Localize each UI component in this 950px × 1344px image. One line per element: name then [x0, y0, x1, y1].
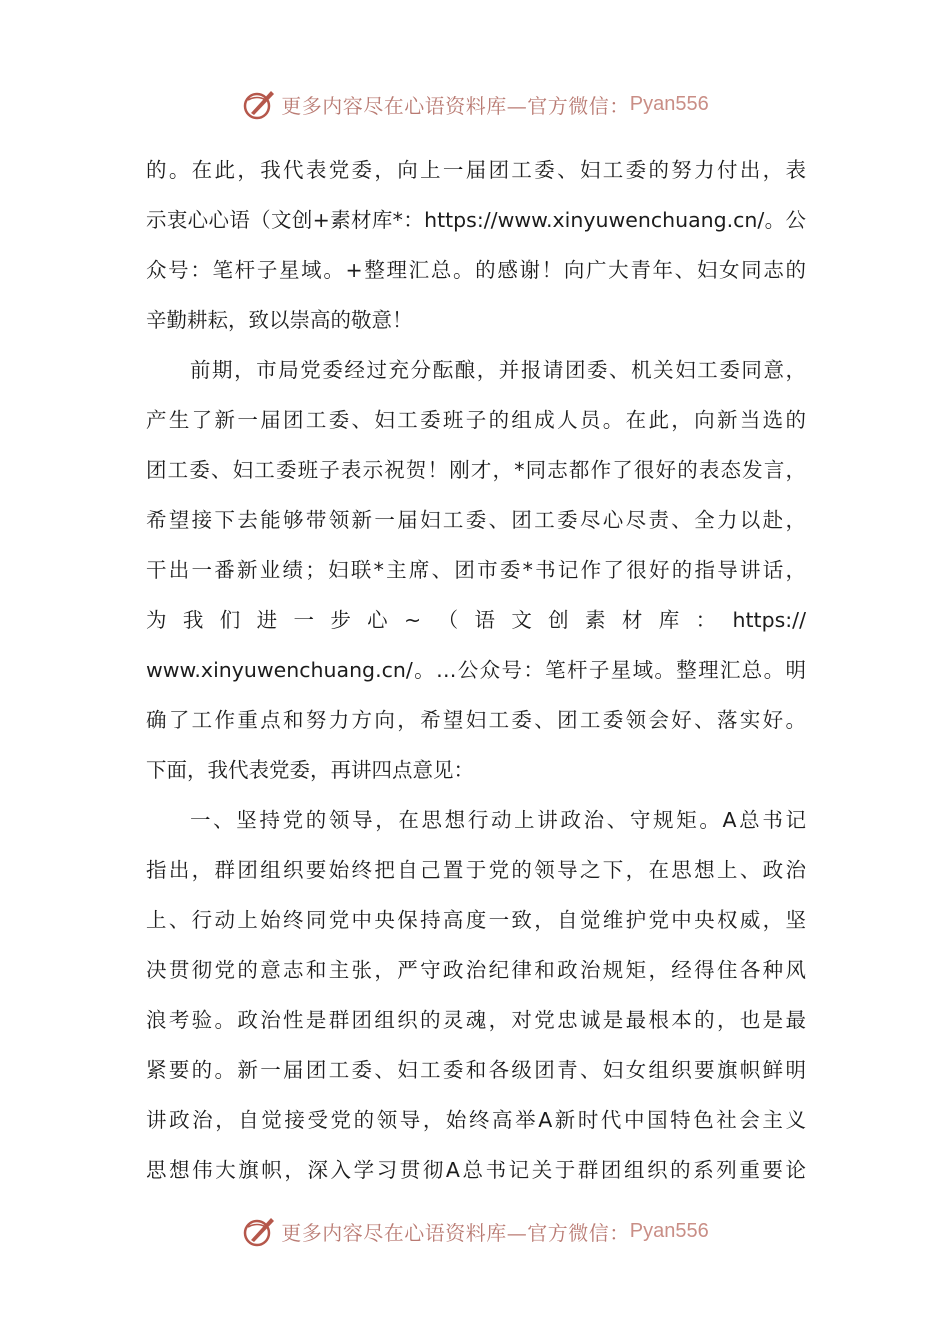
text-line: 确了工作重点和努力方向，希望妇工委、团工委领会好、落实好。	[146, 708, 806, 732]
text-line: 示衷心心语（文创+素材库*：https://www.xinyuwenchuang.cn/。公	[146, 208, 806, 232]
banner-wechat-id: Pyan556	[629, 92, 709, 115]
footer-banner	[0, 1211, 950, 1251]
text-line: 辛勤耕耘，致以崇高的敬意！	[146, 308, 413, 332]
text-line: 决贯彻党的意志和主张，严守政治纪律和政治规矩，经得住各种风	[146, 958, 806, 982]
text-line: 上、行动上始终同党中央保持高度一致，自觉维护党中央权威，坚	[146, 908, 806, 932]
document-body	[146, 150, 806, 1200]
header-banner	[0, 84, 950, 124]
text-line: 浪考验。政治性是群团组织的灵魂，对党忠诚是最根本的，也是最	[146, 1008, 806, 1032]
text-line: 指出，群团组织要始终把自己置于党的领导之下，在思想上、政治	[146, 858, 806, 882]
text-line: www.xinyuwenchuang.cn/。…公众号：笔杆子星域。整理汇总。明	[146, 658, 806, 682]
quill-logo-icon	[241, 1213, 277, 1249]
banner-text: 更多内容尽在心语资料库—官方微信：	[281, 1220, 630, 1245]
text-line: 众号：笔杆子星域。+整理汇总。的感谢！向广大青年、妇女同志的	[146, 258, 806, 282]
text-line: 一、坚持党的领导，在思想行动上讲政治、守规矩。A总书记	[190, 808, 806, 832]
banner-wechat-id: Pyan556	[629, 1219, 709, 1242]
text-line: 前期，市局党委经过充分酝酿，并报请团委、机关妇工委同意，	[190, 358, 806, 382]
text-line: 讲政治，自觉接受党的领导，始终高举A新时代中国特色社会主义	[146, 1108, 806, 1132]
text-line: 思想伟大旗帜，深入学习贯彻A总书记关于群团组织的系列重要论	[146, 1158, 806, 1182]
text-line: 的。在此，我代表党委，向上一届团工委、妇工委的努力付出，表	[146, 158, 806, 182]
text-line: 紧要的。新一届团工委、妇工委和各级团青、妇女组织要旗帜鲜明	[146, 1058, 806, 1082]
text-line: 为我们进一步心~（语文创素材库：https://	[146, 608, 806, 632]
text-line: 下面，我代表党委，再讲四点意见：	[146, 758, 474, 782]
text-line: 产生了新一届团工委、妇工委班子的组成人员。在此，向新当选的	[146, 408, 806, 432]
text-line: 希望接下去能够带领新一届妇工委、团工委尽心尽责、全力以赴，	[146, 508, 806, 532]
text-line: 团工委、妇工委班子表示祝贺！刚才，*同志都作了很好的表态发言，	[146, 458, 806, 482]
banner-text: 更多内容尽在心语资料库—官方微信：	[281, 93, 630, 118]
quill-logo-icon	[241, 86, 277, 122]
text-line: 干出一番新业绩；妇联*主席、团市委*书记作了很好的指导讲话，	[146, 558, 806, 582]
